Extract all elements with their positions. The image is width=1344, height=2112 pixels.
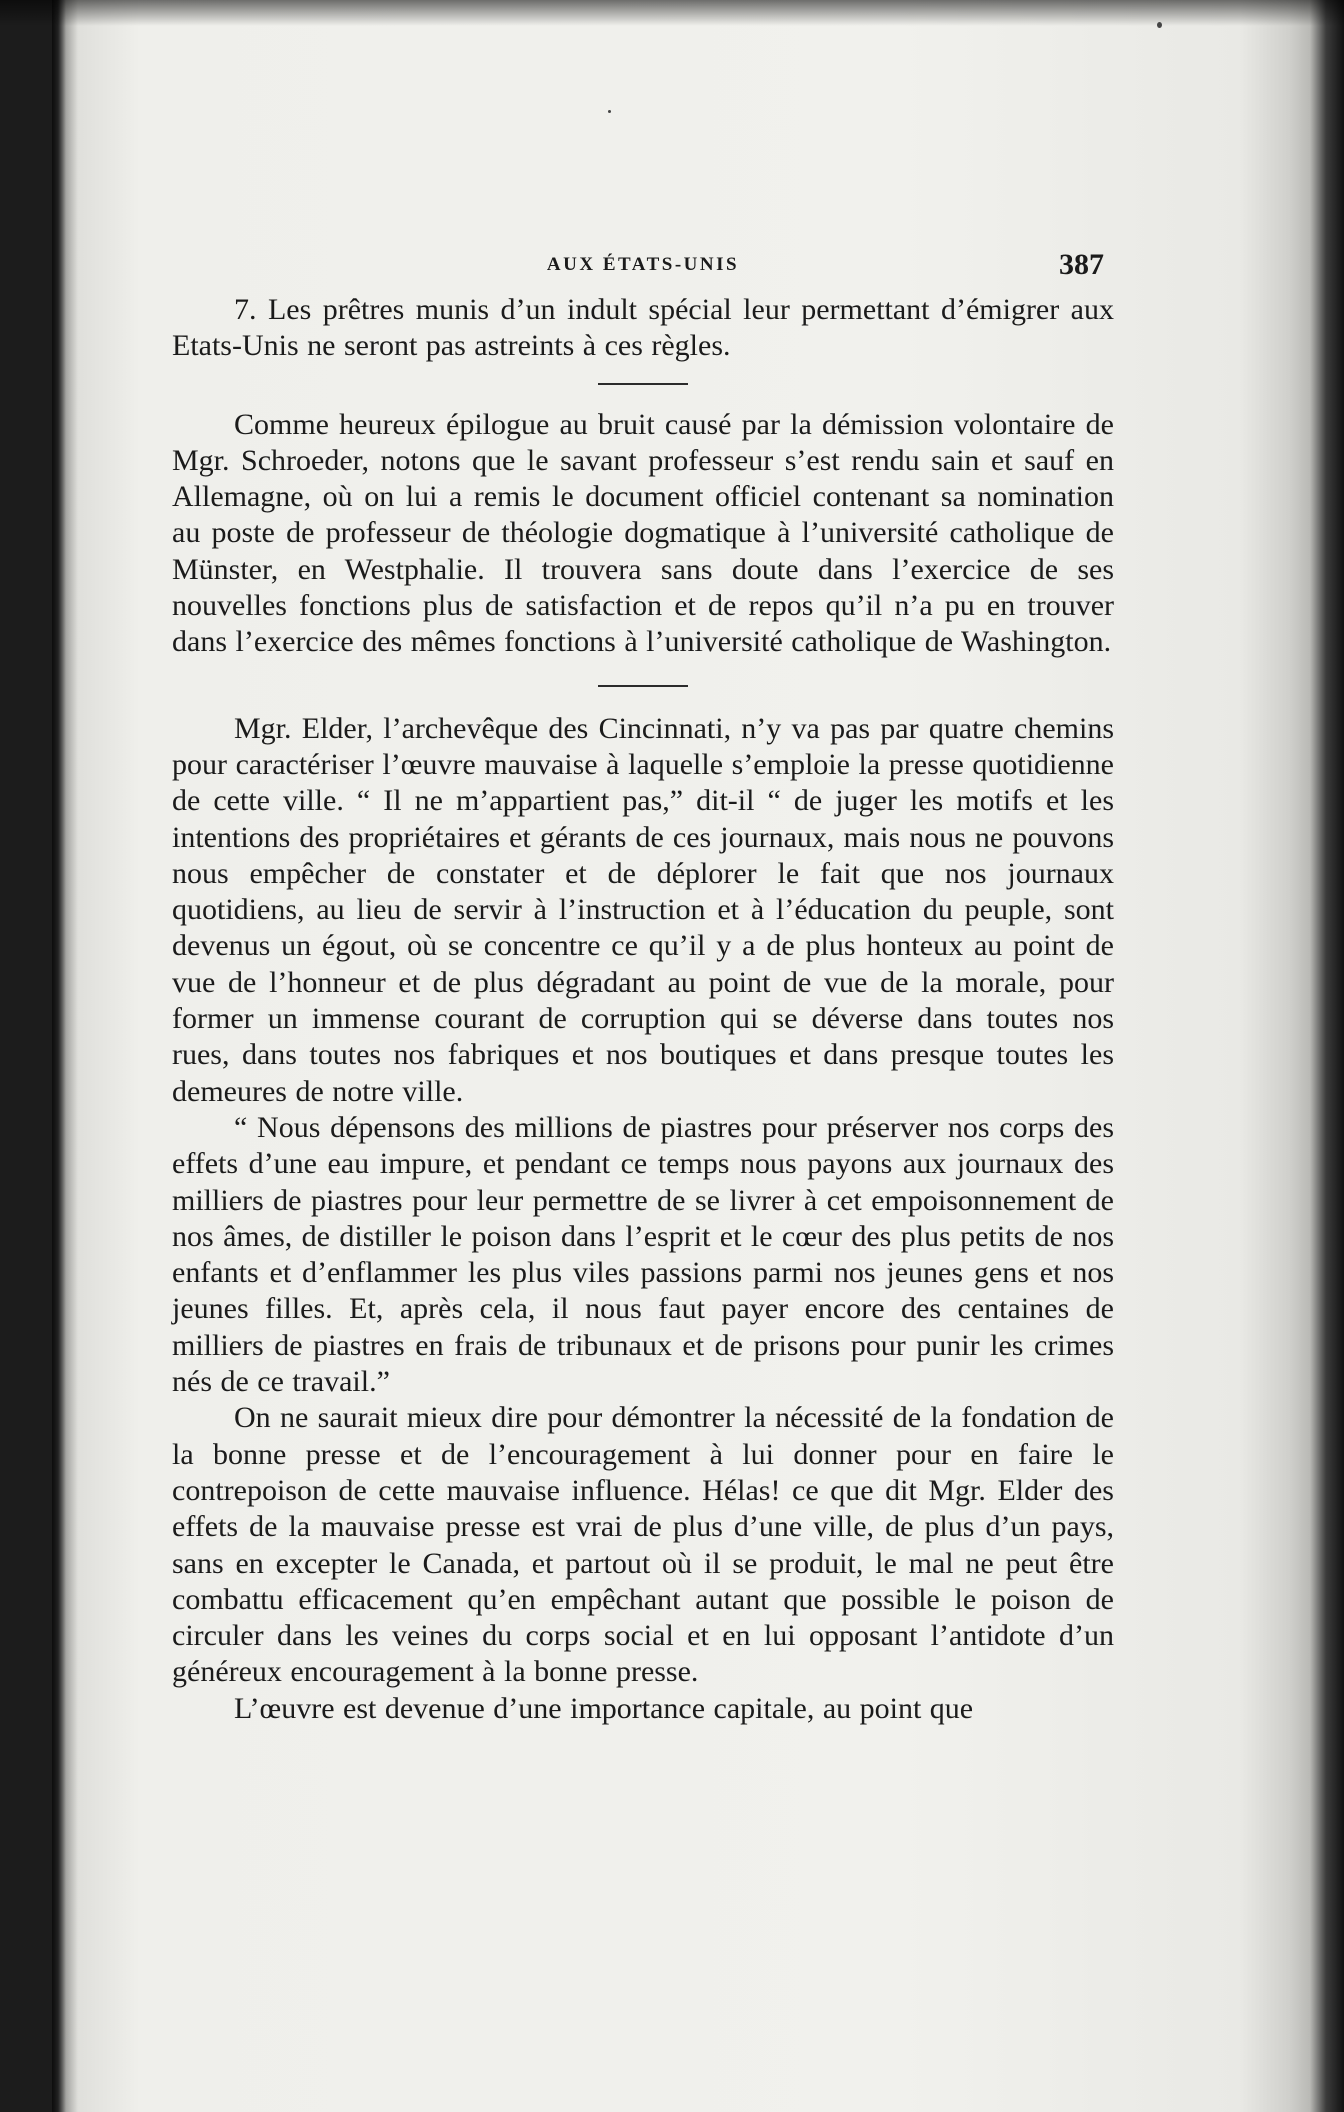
section-divider (598, 383, 688, 385)
page-number: 387 (1059, 248, 1104, 281)
page-top-shadow (0, 0, 1344, 26)
paragraph-rule-7: 7. Les prêtres munis d’un indult spécial leur permettant d’émigrer aux Etats-Unis ne seront pas astreints à ces règles. (172, 293, 1114, 363)
running-head (172, 246, 1114, 292)
dust-speck (1157, 22, 1162, 28)
section-divider (598, 685, 688, 687)
paragraph-elder-quote: “ Nous dépensons des millions de piastres pour préserver nos corps des effets d’une eau impure, et pendant ce temps nous payons aux journaux des milliers de piastres pour leur permettre de se livrer à cet empoisonnement de nos âmes, de distiller le poison dans l’esprit et le cœur des plus petits de nos enfants et d’enflammer les plus viles passions parmi nos jeunes gens et nos jeunes filles. Et, après cela, il nous faut payer encore des centaines de milliers de piastres en frais de tribunaux et de prisons pour punir les crimes nés de ce travail.” (172, 1110, 1114, 1399)
paragraph-continued: L’œuvre est devenue d’une importance capitale, au point que (234, 1691, 974, 1725)
dust-speck (608, 110, 611, 113)
binding-shadow (52, 0, 78, 2112)
paragraph-elder: Mgr. Elder, l’archevêque des Cincinnati, n’y va pas par quatre chemins pour caractériser l’œuvre mauvaise à laquelle s’emploie la presse quotidienne de cette ville. “ Il ne m’appartient pas,” dit-il “ de juger les motifs et les intentions des propriétaires et gérants de ces journaux, mais nous ne pouvons nous empêcher de constater et de déplorer le fait que nos journaux quotidiens, au lieu de servir à l’instruction et à l’éducation du peuple, sont devenus un égout, où se concentre ce qu’il y a de plus honteux au point de vue de l’honneur et de plus dégradant au point de vue de la morale, pour former un immense courant de corruption qui se déverse dans toutes nos rues, dans toutes nos fabriques et nos boutiques et dans presque toutes les demeures de notre ville. (172, 711, 1114, 1108)
paragraph-commentary: On ne saurait mieux dire pour démontrer la nécessité de la fondation de la bonne presse et de l’encouragement à lui donner pour en faire le contrepoison de cette mauvaise influence. Hélas! ce que dit Mgr. Elder des effets de la mauvaise presse est vrai de plus d’une ville, de plus d’un pays, sans en excepter le Canada, et partout où il se produit, le mal ne peut être combattu efficacement qu’en empêchant autant que possible le poison de circuler dans les veines du corps social et en lui opposant l’antidote d’un généreux encouragement à la bonne presse. (172, 1401, 1114, 1689)
running-title: AUX ÉTATS-UNIS (546, 254, 740, 275)
book-page (172, 246, 1114, 1727)
paragraph-schroeder: Comme heureux épilogue au bruit causé par la démission volontaire de Mgr. Schroeder, notons que le savant professeur s’est rendu sain et sauf en Allemagne, où on lui a remis le document officiel contenant sa nomination au poste de professeur de théologie dogmatique à l’université catholique de Münster, en Westphalie. Il trouvera sans doute dans l’exercice de ses nouvelles fonctions plus de satisfaction et de repos qu’il n’a pu en trouver dans l’exercice des mêmes fonctions à l’université catholique de Washington. (172, 407, 1114, 659)
